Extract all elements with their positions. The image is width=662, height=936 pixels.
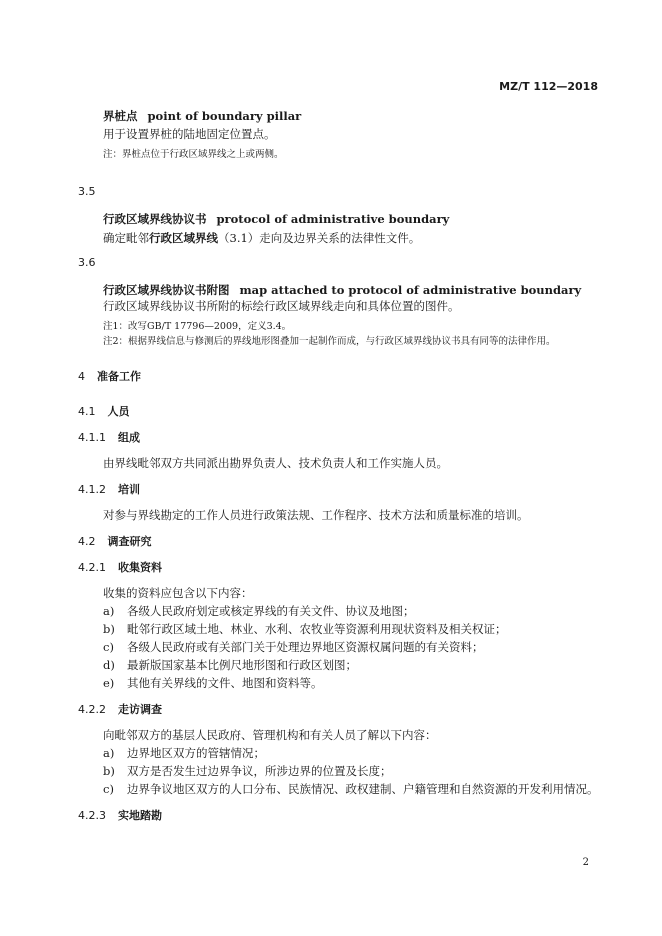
list-item-text: 各级人民政府或有关部门关于处理边界地区资源权属问题的有关资料； [127, 640, 484, 654]
section-4-1-2-text: 对参与界线勘定的工作人员进行政策法规、工作程序、技术方法和质量标准的培训。 [103, 508, 529, 522]
section-title: 培训 [118, 483, 140, 496]
term-3-4-definition: 用于设置界桩的陆地固定位置点。 [103, 127, 276, 141]
section-number: 4 [78, 370, 85, 383]
list-item [103, 745, 265, 761]
section-title: 准备工作 [97, 370, 141, 383]
term-3-5-title [103, 211, 449, 227]
list-item-text: 最新版国家基本比例尺地形图和行政区划图； [127, 658, 357, 672]
term-3-5-def-post: （3.1）走向及边界关系的法律性文件。 [218, 231, 421, 245]
list-item-label: e) [103, 676, 115, 690]
section-4-1-2-heading [78, 481, 140, 497]
term-3-6-number: 3.6 [78, 256, 96, 269]
list-item-label: c) [103, 782, 114, 796]
section-number: 4.1.2 [78, 483, 106, 496]
section-4-1-1-heading [78, 429, 140, 445]
list-item [103, 763, 392, 779]
section-title: 收集资料 [118, 561, 162, 574]
term-3-5-number: 3.5 [78, 185, 96, 198]
section-4-2-3-heading [78, 807, 162, 823]
term-3-6-title [103, 282, 581, 298]
term-3-6-definition: 行政区域界线协议书所附的标绘行政区域界线走向和具体位置的图件。 [103, 299, 460, 313]
section-title: 人员 [107, 405, 130, 418]
section-number: 4.2.2 [78, 703, 106, 716]
list-item-text: 边界地区双方的管辖情况； [127, 746, 265, 760]
term-3-4-title-en: point of boundary pillar [147, 109, 302, 123]
section-number: 4.1 [78, 405, 96, 418]
document-code: MZ/T 112—2018 [499, 80, 598, 93]
term-3-4-title-cn: 界桩点 [103, 109, 138, 123]
list-item-label: a) [103, 746, 115, 760]
term-3-6-title-cn: 行政区域界线协议书附图 [103, 283, 230, 297]
term-3-6-note-2: 注2：根据界线信息与修测后的界线地形图叠加一起制作而成，与行政区域界线协议书具有同等的法律作用。 [103, 336, 556, 347]
list-item [103, 657, 357, 673]
term-3-5-def-pre: 确定毗邻 [103, 231, 149, 245]
section-number: 4.2.3 [78, 809, 106, 822]
page-number: 2 [582, 857, 589, 868]
section-title: 实地踏勘 [118, 809, 162, 822]
list-item-text: 双方是否发生过边界争议，所涉边界的位置及长度； [127, 764, 392, 778]
list-item [103, 639, 484, 655]
list-item [103, 781, 599, 797]
section-number: 4.2.1 [78, 561, 106, 574]
section-4-2-2-heading [78, 701, 162, 717]
list-item-label: b) [103, 764, 115, 778]
section-4-2-1-intro: 收集的资料应包含以下内容： [103, 586, 253, 600]
term-3-5-definition [103, 230, 420, 246]
term-3-5-def-bold: 行政区域界线 [149, 231, 218, 245]
list-item-label: c) [103, 640, 114, 654]
section-4-2-1-heading [78, 559, 162, 575]
list-item-label: a) [103, 604, 115, 618]
section-number: 4.1.1 [78, 431, 106, 444]
section-title: 组成 [118, 431, 140, 444]
list-item-label: d) [103, 658, 115, 672]
list-item-text: 毗邻行政区域土地、林业、水利、农牧业等资源利用现状资料及相关权证； [127, 622, 507, 636]
section-title: 走访调查 [118, 703, 162, 716]
section-4-1-1-text: 由界线毗邻双方共同派出勘界负责人、技术负责人和工作实施人员。 [103, 456, 448, 470]
list-item [103, 603, 415, 619]
list-item-text: 其他有关界线的文件、地图和资料等。 [127, 676, 323, 690]
term-3-6-note-1: 注1：改写GB/T 17796—2009，定义3.4。 [103, 321, 292, 332]
list-item [103, 675, 323, 691]
term-3-5-title-en: protocol of administrative boundary [216, 212, 450, 226]
list-item-text: 边界争议地区双方的人口分布、民族情况、政权建制、户籍管理和自然资源的开发利用情况。 [127, 782, 599, 796]
term-3-4-title [103, 108, 301, 124]
section-number: 4.2 [78, 535, 96, 548]
list-item-label: b) [103, 622, 115, 636]
term-3-6-title-en: map attached to protocol of administrative boundary [239, 283, 582, 297]
section-4-heading [78, 368, 141, 384]
section-title: 调查研究 [107, 535, 152, 548]
term-3-4-note: 注：界桩点位于行政区域界线之上或两侧。 [103, 149, 284, 160]
section-4-1-heading [78, 403, 130, 419]
list-item-text: 各级人民政府划定或核定界线的有关文件、协议及地图； [127, 604, 415, 618]
section-4-2-2-intro: 向毗邻双方的基层人民政府、管理机构和有关人员了解以下内容： [103, 728, 437, 742]
term-3-5-title-cn: 行政区域界线协议书 [103, 212, 207, 226]
list-item [103, 621, 507, 637]
section-4-2-heading [78, 533, 152, 549]
